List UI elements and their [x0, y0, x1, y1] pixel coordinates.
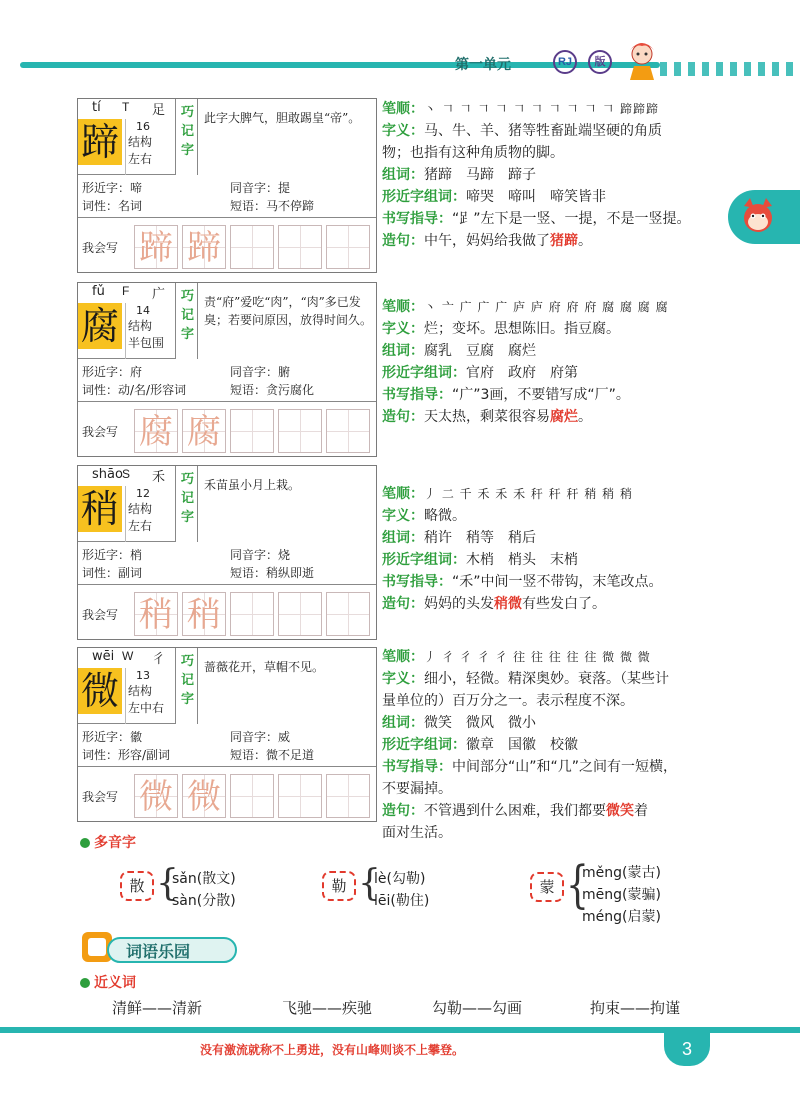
detail-line — [382, 571, 663, 591]
structure-label: 结构 — [128, 684, 153, 698]
detail-line — [382, 98, 659, 118]
writing-cell — [326, 225, 370, 269]
brace: { — [156, 863, 179, 904]
trace-cell: 微 — [182, 774, 226, 818]
sentence-end: 。 — [578, 409, 592, 425]
sentence-keyword: 猪蹄 — [550, 233, 578, 249]
detail-line — [382, 756, 677, 776]
qjz-char: 巧 — [180, 654, 194, 669]
stroke-count: 13 — [136, 669, 150, 682]
radical: 足 — [152, 103, 166, 118]
similar-words-label: 形近字组词： — [382, 737, 466, 753]
writing-guide: “广”3画，不要错写成“厂”。 — [452, 387, 630, 403]
words-label: 组词： — [382, 530, 424, 546]
writing-guide-label: 书写指导： — [382, 387, 452, 403]
pinyin: fǔ — [92, 284, 105, 299]
detail-line — [382, 483, 633, 503]
write-label: 我会写 — [82, 790, 119, 804]
writing-guide-label: 书写指导： — [382, 574, 452, 590]
footer-motto: 没有激流就称不上勇进，没有山峰则谈不上攀登。 — [200, 1043, 465, 1057]
meaning: 马、牛、羊、猪等牲畜趾端坚硬的角质 — [424, 123, 662, 139]
meaning: 略微。 — [424, 508, 466, 524]
detail-line — [382, 296, 669, 316]
phrase: 短语：微不足道 — [230, 748, 315, 762]
trace-cell: 稍 — [134, 592, 178, 636]
detail-line — [382, 208, 691, 228]
words-label: 组词： — [382, 343, 424, 359]
stroke-count: 12 — [136, 487, 150, 500]
similar-words: 啼哭 啼叫 啼笑皆非 — [466, 189, 606, 205]
divider — [125, 303, 126, 359]
trace-cell: 腐 — [134, 409, 178, 453]
divider — [78, 217, 376, 218]
brace: { — [566, 856, 589, 914]
meaning-label: 字义： — [382, 671, 424, 687]
detail-line — [382, 164, 536, 184]
similar-words-label: 形近字组词： — [382, 189, 466, 205]
homophone: 同音字：腑 — [230, 365, 291, 379]
similar-char: 形近字：府 — [82, 365, 143, 379]
big-character: 腐 — [78, 303, 122, 349]
char-info-box — [78, 99, 176, 175]
character-card — [77, 282, 377, 457]
detail-line — [382, 527, 536, 547]
words-label: 组词： — [382, 167, 424, 183]
unit-title: 第一单元 — [455, 56, 511, 72]
polyphonic-char: 散 — [120, 871, 154, 901]
divider — [78, 766, 376, 767]
writing-cell — [230, 592, 274, 636]
sentence-label: 造句： — [382, 233, 424, 249]
write-label: 我会写 — [82, 241, 119, 255]
trace-cell: 蹄 — [134, 225, 178, 269]
structure-value: 左中右 — [128, 701, 165, 715]
qiaojizi-label — [178, 648, 198, 724]
similar-words-label: 形近字组词： — [382, 365, 466, 381]
sentence-end: 着 — [634, 803, 648, 819]
words: 腐乳 豆腐 腐烂 — [424, 343, 536, 359]
detail-line — [382, 505, 466, 525]
qjz-char: 巧 — [180, 289, 194, 304]
header-checker-pattern — [660, 62, 800, 76]
detail-line — [382, 318, 620, 338]
order-label: 笔顺： — [382, 649, 424, 665]
reading: lè(勾勒) — [374, 871, 426, 887]
order-label: 笔顺： — [382, 299, 424, 315]
reading: sàn(分散) — [172, 893, 236, 909]
radical: 彳 — [152, 652, 166, 667]
divider — [78, 584, 376, 585]
meaning-cont: 物；也指有这种角质物的脚。 — [382, 145, 564, 161]
stroke-order: 丶 𠃍 𠃍 𠃍 𠃍 𠃍 𠃍 𠃍 𠃍 𠃍 𠃍 蹄蹄蹄 — [424, 102, 659, 116]
sentence: 不管遇到什么困难，我们都要 — [424, 803, 606, 819]
writing-cell — [326, 409, 370, 453]
big-character: 蹄 — [78, 119, 122, 165]
detail-line — [382, 778, 452, 798]
writing-cell — [230, 225, 274, 269]
stroke-order: 丿 二 千 禾 禾 禾 秆 秆 秆 稍 稍 稍 — [424, 487, 633, 501]
section-dot-icon — [80, 838, 90, 848]
stroke-order: 丶 亠 广 广 广 庐 庐 府 府 府 腐 腐 腐 腐 — [424, 300, 669, 314]
qjz-char: 记 — [180, 124, 194, 139]
words: 猪蹄 马蹄 蹄子 — [424, 167, 536, 183]
writing-cell — [278, 774, 322, 818]
fox-mascot-icon — [738, 196, 778, 236]
part-of-speech: 词性：动/名/形容词 — [82, 383, 187, 397]
ban-badge: 版 — [588, 50, 612, 74]
order-label: 笔顺： — [382, 486, 424, 502]
qjz-char: 字 — [180, 143, 194, 158]
writing-guide: 中间部分“山”和“几”之间有一短横， — [452, 759, 678, 775]
sentence-end: 。 — [578, 233, 592, 249]
pinyin: wēi — [92, 649, 115, 664]
qjz-char: 巧 — [180, 472, 194, 487]
polyphonic-char: 蒙 — [530, 872, 564, 902]
qjz-char: 记 — [180, 308, 194, 323]
page-number: 3 — [664, 1032, 710, 1066]
brace: { — [358, 863, 381, 904]
reading: méng(启蒙) — [582, 909, 661, 925]
writing-cell — [278, 592, 322, 636]
similar-char: 形近字：梢 — [82, 548, 143, 562]
words-label: 组词： — [382, 715, 424, 731]
structure-value: 半包围 — [128, 336, 165, 350]
divider — [125, 486, 126, 542]
pinyin: tí — [92, 100, 101, 115]
mnemonic: 禾苗虽小月上栽。 — [204, 478, 301, 492]
sentence: 天太热，剩菜很容易 — [424, 409, 550, 425]
meaning-label: 字义： — [382, 321, 424, 337]
sentence-label: 造句： — [382, 409, 424, 425]
writing-guide: “禾”中间一竖不带钩，末笔改点。 — [452, 574, 663, 590]
qjz-char: 记 — [180, 491, 194, 506]
qiaojizi-label — [178, 466, 198, 542]
section-dot-icon — [80, 978, 90, 988]
mnemonic: 蔷薇花开，草帽不见。 — [204, 660, 325, 674]
divider — [125, 668, 126, 724]
reading: měng(蒙古) — [582, 865, 661, 881]
character-card — [77, 98, 377, 273]
trace-cell: 稍 — [182, 592, 226, 636]
structure-label: 结构 — [128, 502, 153, 516]
qjz-char: 巧 — [180, 105, 194, 120]
writing-cell — [278, 225, 322, 269]
char-info-box — [78, 648, 176, 724]
jinyici-title: 近义词 — [80, 972, 136, 992]
synonym-pair: 拘束——拘谨 — [590, 999, 681, 1017]
words: 稍许 稍等 稍后 — [424, 530, 536, 546]
sentence-cont: 面对生活。 — [382, 825, 452, 841]
part-of-speech: 词性：副词 — [82, 566, 143, 580]
qiaojizi-label — [178, 99, 198, 175]
detail-line — [382, 340, 536, 360]
write-label: 我会写 — [82, 608, 119, 622]
initial-letter: W — [122, 649, 134, 663]
meaning-label: 字义： — [382, 123, 424, 139]
similar-words: 徽章 国徽 校徽 — [466, 737, 578, 753]
sentence-label: 造句： — [382, 596, 424, 612]
detail-line — [382, 668, 669, 688]
phrase: 短语：贪污腐化 — [230, 383, 315, 397]
qjz-char: 字 — [180, 510, 194, 525]
character-card — [77, 465, 377, 640]
big-character: 稍 — [78, 486, 122, 532]
detail-line — [382, 734, 578, 754]
detail-line — [382, 549, 578, 569]
trace-cell: 蹄 — [182, 225, 226, 269]
divider — [78, 401, 376, 402]
structure-label: 结构 — [128, 319, 153, 333]
detail-line — [382, 230, 592, 250]
detail-line — [382, 406, 592, 426]
phrase: 短语：马不停蹄 — [230, 199, 315, 213]
char-info-box — [78, 466, 176, 542]
stroke-count: 14 — [136, 304, 150, 317]
detail-line — [382, 384, 630, 404]
structure-label: 结构 — [128, 135, 153, 149]
detail-line — [382, 186, 606, 206]
writing-cell — [278, 409, 322, 453]
detail-line — [382, 646, 651, 666]
part-of-speech: 词性：名词 — [82, 199, 143, 213]
similar-words: 木梢 梢头 末梢 — [466, 552, 578, 568]
meaning-label: 字义： — [382, 508, 424, 524]
order-label: 笔顺： — [382, 101, 424, 117]
sentence: 中午，妈妈给我做了 — [424, 233, 550, 249]
mnemonic: 此字大脾气，胆敢踢皇“帝”。 — [204, 111, 361, 125]
synonym-pair: 清鲜——清新 — [112, 999, 203, 1017]
radical: 禾 — [152, 470, 166, 485]
detail-line — [382, 822, 452, 842]
sentence-keyword: 微笑 — [606, 803, 634, 819]
synonym-pair: 勾勒——勾画 — [432, 999, 523, 1017]
trace-cell: 腐 — [182, 409, 226, 453]
writing-cell — [326, 774, 370, 818]
mnemonic: 责“府”爱吃“肉”，“肉”多已发臭；若要问原因，放得时间久。 — [204, 295, 373, 327]
writing-cell — [230, 409, 274, 453]
detail-line — [382, 142, 564, 162]
homophone: 同音字：威 — [230, 730, 291, 744]
similar-words-label: 形近字组词： — [382, 552, 466, 568]
detail-line — [382, 120, 662, 140]
similar-char: 形近字：徽 — [82, 730, 143, 744]
big-character: 微 — [78, 668, 122, 714]
stroke-order: 丿 彳 彳 彳 彳 往 往 往 往 往 微 微 微 — [424, 650, 651, 664]
structure-value: 左右 — [128, 519, 153, 533]
pinyin: shāo — [92, 467, 123, 482]
character-card — [77, 647, 377, 822]
reading: sǎn(散文) — [172, 871, 236, 887]
sentence-keyword: 稍微 — [494, 596, 522, 612]
similar-words: 官府 政府 府第 — [466, 365, 578, 381]
writing-guide-cont: 不要漏掉。 — [382, 781, 452, 797]
divider — [125, 119, 126, 175]
stroke-count: 16 — [136, 120, 150, 133]
sentence-label: 造句： — [382, 803, 424, 819]
char-info-box — [78, 283, 176, 359]
ciyu-banner-text: 词语乐园 — [126, 942, 191, 961]
synonym-pair: 飞驰——疾驰 — [282, 999, 373, 1017]
phrase: 短语：稍纵即逝 — [230, 566, 315, 580]
similar-char: 形近字：啼 — [82, 181, 143, 195]
mascot-girl-icon — [618, 36, 666, 84]
rj-badge: RJ — [553, 50, 577, 74]
detail-line — [382, 690, 634, 710]
writing-guide: “𧾷”左下是一竖、一提，不是一竖提。 — [452, 211, 691, 227]
homophone: 同音字：提 — [230, 181, 291, 195]
part-of-speech: 词性：形容/副词 — [82, 748, 171, 762]
homophone: 同音字：烧 — [230, 548, 291, 562]
qjz-char: 记 — [180, 673, 194, 688]
initial-letter: T — [122, 100, 130, 114]
structure-value: 左右 — [128, 152, 153, 166]
trace-cell: 微 — [134, 774, 178, 818]
writing-guide-label: 书写指导： — [382, 211, 452, 227]
meaning: 细小，轻微。精深奥妙。衰落。（某些计 — [424, 671, 669, 687]
sentence: 妈妈的头发 — [424, 596, 494, 612]
detail-line — [382, 712, 536, 732]
detail-line — [382, 593, 606, 613]
qjz-char: 字 — [180, 692, 194, 707]
words: 微笑 微风 微小 — [424, 715, 536, 731]
detail-line — [382, 800, 648, 820]
detail-line — [382, 362, 578, 382]
reading: lēi(勒住) — [374, 893, 430, 909]
radical: 广 — [152, 287, 166, 302]
writing-cell — [230, 774, 274, 818]
writing-cell — [326, 592, 370, 636]
reading: mēng(蒙骗) — [582, 887, 661, 903]
write-label: 我会写 — [82, 425, 119, 439]
sentence-keyword: 腐烂 — [550, 409, 578, 425]
meaning: 烂；变坏。思想陈旧。指豆腐。 — [424, 321, 620, 337]
duoyinzi-title: 多音字 — [80, 832, 136, 852]
writing-guide-label: 书写指导： — [382, 759, 452, 775]
initial-letter: F — [122, 284, 130, 298]
initial-letter: S — [122, 467, 131, 481]
qiaojizi-label — [178, 283, 198, 359]
meaning-cont: 量单位的）百万分之一。表示程度不深。 — [382, 693, 634, 709]
polyphonic-char: 勒 — [322, 871, 356, 901]
qjz-char: 字 — [180, 327, 194, 342]
sentence-end: 有些发白了。 — [522, 596, 606, 612]
